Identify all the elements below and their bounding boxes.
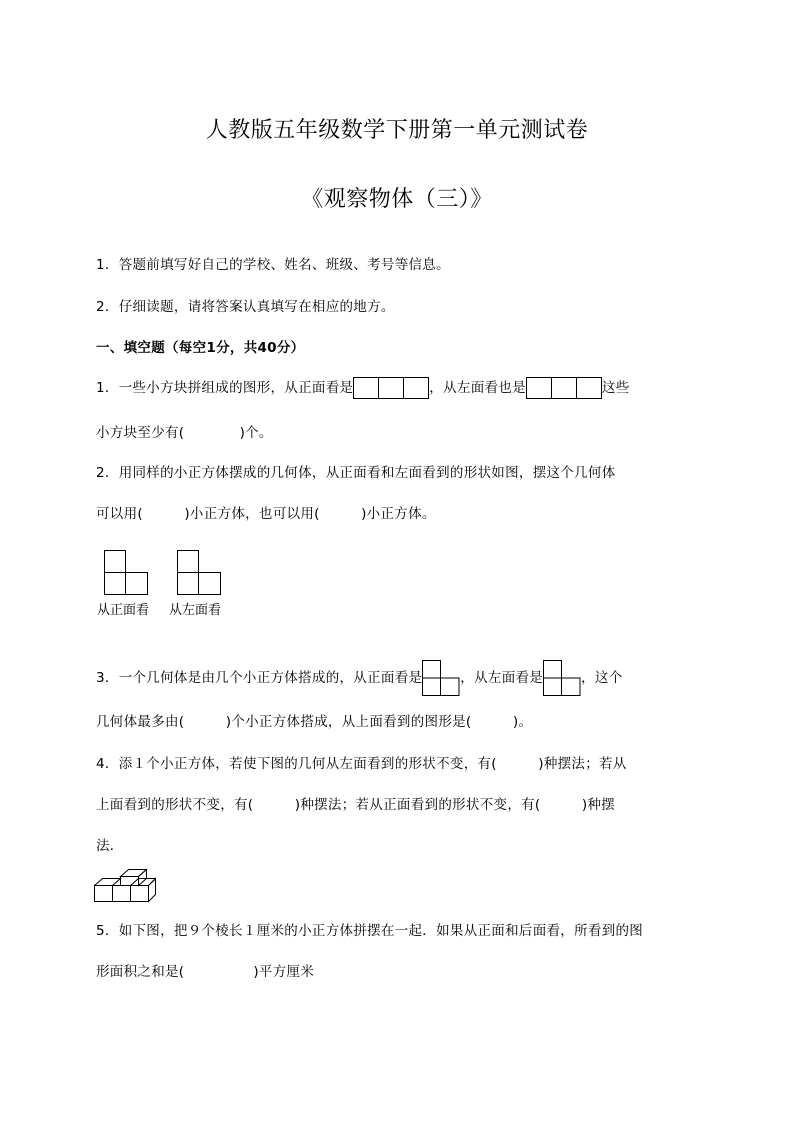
question-4-line-3: 法． <box>96 838 124 854</box>
note-2: 2．仔细读题，请将答案认真填写在相应的地方。 <box>96 299 395 315</box>
q1-text-a: 1．一些小方块拼组成的图形，从正面看是 <box>96 380 354 396</box>
question-1-line-2: 小方块至少有( )个。 <box>96 425 273 441</box>
question-3-line-2: 几何体最多由( )个小正方体搭成，从上面看到的图形是( )。 <box>96 714 533 730</box>
three-squares-row-figure <box>526 377 602 399</box>
l-shape-front-figure <box>422 660 460 696</box>
caption-front-view: 从正面看 <box>97 603 150 618</box>
l-shape-left-figure <box>543 660 581 696</box>
question-5-line-2: 形面积之和是( )平方厘米 <box>96 964 315 980</box>
section-heading: 一、填空题（每空1分，共40分） <box>96 340 305 356</box>
left-view-figure <box>177 550 223 596</box>
exam-subtitle: 《观察物体（三）》 <box>301 187 493 212</box>
question-2-line-2: 可以用( )小正方体，也可以用( )小正方体。 <box>96 506 436 522</box>
q3-text-c: ，这个 <box>581 670 623 686</box>
caption-left-view: 从左面看 <box>169 603 222 618</box>
question-3-line-1 <box>96 660 706 700</box>
q1-text-c: 这些 <box>601 380 630 396</box>
front-view-figure <box>104 550 150 596</box>
question-1-line-1 <box>96 376 706 399</box>
cube-stack-figure <box>94 868 156 904</box>
question-4-line-2: 上面看到的形状不变，有( )种摆法；若从正面看到的形状不变，有( )种摆 <box>96 797 616 813</box>
note-1: 1．答题前填写好自己的学校、姓名、班级、考号等信息。 <box>96 257 450 273</box>
question-5-line-1: 5．如下图，把９个棱长１厘米的小正方体拼摆在一起．如果从正面和后面看，所看到的图 <box>96 923 644 939</box>
question-2-line-1: 2．用同样的小正方体摆成的几何体，从正面看和左面看到的形状如图，摆这个几何体 <box>96 465 616 481</box>
q1-text-b: ，从左面看也是 <box>429 380 526 396</box>
q3-text-b: ，从左面看是 <box>460 670 544 686</box>
exam-title: 人教版五年级数学下册第一单元测试卷 <box>205 118 589 143</box>
question-4-line-1: 4．添１个小正方体，若使下图的几何从左面看到的形状不变，有( )种摆法；若从 <box>96 756 627 772</box>
three-squares-row-figure <box>353 377 429 399</box>
q3-text-a: 3．一个几何体是由几个小正方体搭成的，从正面看是 <box>96 670 423 686</box>
